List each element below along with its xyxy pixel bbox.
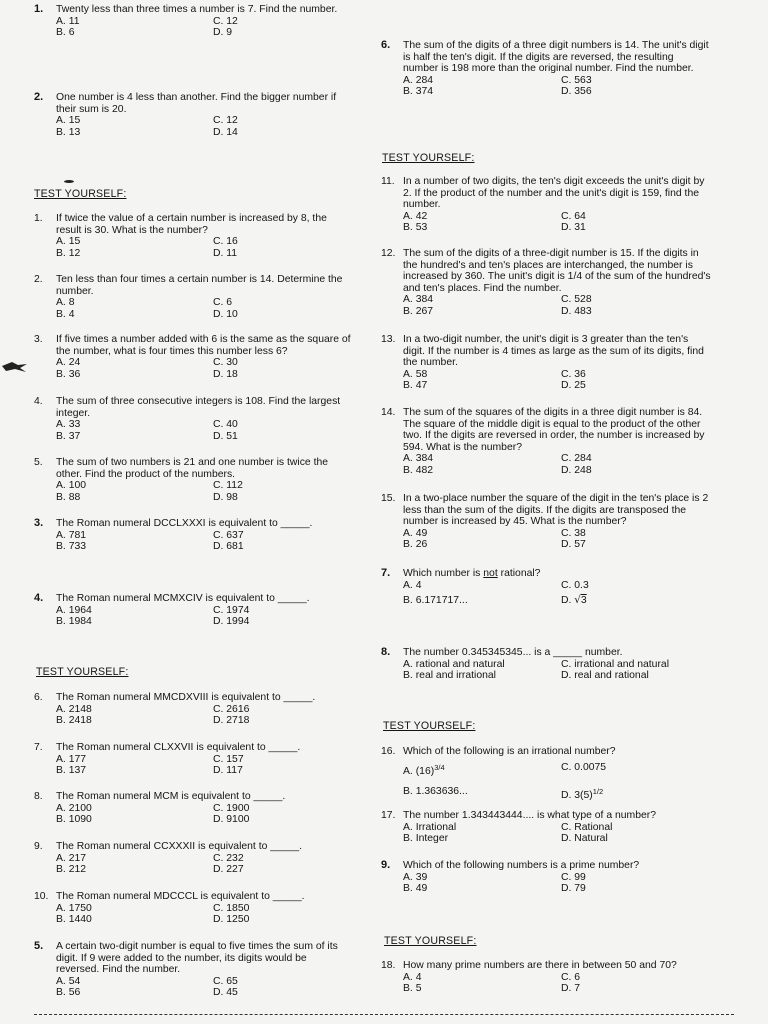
option-c: C. 157 [213,753,244,765]
question-number: 12. [381,248,396,259]
question-text: The sum of three consecutive integers is 108. Find the largest integer. [56,396,341,419]
option-c: C. 232 [213,852,244,864]
option-c: C. 36 [561,368,586,380]
option-a: A. 33 [56,419,81,431]
option-c: C. irrational and natural [561,658,670,670]
option-b: B. 137 [56,765,87,777]
option-a: A. 42 [403,210,428,222]
option-d: D. 10 [213,308,238,320]
option-a: A. 781 [56,529,87,541]
question-item [34,457,352,503]
question-number: 16. [381,746,396,757]
option-d: D. real and rational [561,670,649,682]
question-item [34,396,352,442]
question-text: Which of the following is an irrational number? [403,746,616,757]
section-heading-test-yourself: TEST YOURSELF: [383,720,476,732]
option-c: C. Rational [561,821,613,833]
section-heading-test-yourself: TEST YOURSELF: [36,666,129,678]
question-text: A certain two-digit number is equal to five times the sum of its digit. If 9 were added to the number, its digits would be reversed. Find the number. [56,941,338,976]
option-a: A. 4 [403,579,422,591]
question-item [381,568,711,607]
question-text: The sum of two numbers is 21 and one number is twice the other. Find the product of the numbers. [56,457,329,480]
option-b: B. 1984 [56,616,92,628]
option-b: B. 1.363636... [403,786,468,798]
option-d: D. 31 [561,222,586,234]
option-d: D. 25 [561,380,586,392]
question-number: 6. [34,692,43,703]
question-number: 15. [381,493,396,504]
option-b: B. 56 [56,987,81,999]
question-text: If twice the value of a certain number is increased by 8, the result is 30. What is the number? [56,213,327,236]
option-d: D. $3(5)^{1/2}$ [561,787,604,802]
option-c: C. 16 [213,236,238,248]
option-d: D. 356 [561,86,592,98]
option-a: A. 11 [56,15,80,27]
option-b: B. 4 [56,308,75,320]
option-b: B. 374 [403,86,434,98]
question-number: 1. [34,213,43,224]
option-d: D. √3 [561,594,587,607]
option-d: D. 79 [561,883,586,895]
option-c: C. 563 [561,74,592,86]
cut-line [34,1014,734,1015]
option-d: D. 11 [213,247,238,259]
question-item [34,791,352,826]
option-c: C. 64 [561,210,586,222]
question-number: 6. [381,39,391,51]
question-text: Which number is not rational? [403,568,541,579]
option-d: D. 2718 [213,715,250,727]
option-a: A. 1750 [56,902,92,914]
option-a: A. 15 [56,236,81,248]
option-d: D. 57 [561,539,586,551]
option-c: C. 112 [213,480,243,492]
question-number: 11. [381,176,395,187]
question-text: How many prime numbers are there in between 50 and 70? [403,960,677,971]
question-text: The Roman numeral MCMXCIV is equivalent to _____. [56,593,310,604]
question-item [34,593,352,628]
option-a: A. 54 [56,975,81,987]
option-d: D. 14 [213,126,238,138]
option-c: C. 6 [213,297,233,309]
question-text: The sum of the squares of the digits in a three digit number is 84. The square of the middle digit is equal to the product of the other two. If the digits are reversed in order, the number is increased by 594. What is the number? [403,407,705,453]
question-number: 8. [34,791,43,802]
option-b: B. 37 [56,430,81,442]
question-number: 4. [34,592,44,604]
question-item [34,4,352,39]
square-root-icon: √ [574,594,581,607]
question-text: In a two-digit number, the unit's digit is 3 greater than the ten's digit. If the number is 4 times as large as the sum of its digits, find the number. [403,334,704,369]
question-number: 7. [381,567,391,579]
question-number: 18. [381,960,396,971]
option-c: C. 528 [561,294,592,306]
option-a: A. 8 [56,297,75,309]
option-b: B. 212 [56,864,87,876]
option-d: D. 18 [213,368,238,380]
scan-smudge-icon [0,356,30,378]
question-text: The number 0.345345345... is a _____ number. [403,647,623,658]
option-a: A. 58 [403,368,428,380]
question-text: In a two-place number the square of the digit in the ten's place is 2 less than the sum of the digits. If the digits are transposed the number is increased by 45. What is the number? [403,493,709,528]
question-item [34,841,352,876]
option-b: B. 26 [403,539,428,551]
question-item [34,274,352,320]
question-number: 4. [34,396,43,407]
question-item [34,334,352,380]
question-text: The number 1.343443444.... is what type of a number? [403,810,656,821]
option-c: C. 40 [213,419,238,431]
question-item [381,493,711,551]
question-item [34,213,352,259]
option-b: B. 6 [56,27,75,39]
option-b: B. real and irrational [403,670,496,682]
option-a: A. 384 [403,294,434,306]
option-a: A. 2148 [56,703,92,715]
option-b: B. 36 [56,368,81,380]
option-b: B. 5 [403,983,422,995]
option-a: A. 39 [403,871,428,883]
question-item [34,518,352,553]
question-number: 2. [34,91,44,103]
question-number: 7. [34,742,43,753]
question-item [34,742,352,777]
option-a: A. 284 [403,74,434,86]
option-d: D. 227 [213,864,244,876]
option-a: A. 24 [56,357,81,369]
option-c: C. 284 [561,453,592,465]
option-a: A. $(16)^{3/4}$ [403,762,445,777]
question-number: 10. [34,891,49,902]
option-a: A. 217 [56,852,87,864]
option-b: B. 482 [403,464,434,476]
option-c: C. 1900 [213,802,250,814]
option-b: B. 13 [56,126,81,138]
option-c: C. 2616 [213,703,250,715]
option-c: C. 637 [213,529,244,541]
question-number: 1. [34,3,44,15]
option-d: D. 483 [561,305,592,317]
question-text: Twenty less than three times a number is 7. Find the number. [56,4,338,15]
option-a: A. 177 [56,753,87,765]
option-a: A. 1964 [56,604,92,616]
option-b: B. 47 [403,380,428,392]
question-text: In a number of two digits, the ten's digit exceeds the unit's digit by 2. If the product of the number and the unit's digit is 159, find the number. [403,176,705,211]
option-d: D. 1250 [213,914,250,926]
question-text: The Roman numeral MCM is equivalent to _____. [56,791,286,802]
option-c: C. 12 [213,115,238,127]
option-c: C. 0.3 [561,579,589,591]
option-a: A. Irrational [403,821,457,833]
option-d: D. 681 [213,541,244,553]
question-item [381,746,711,802]
question-text: The Roman numeral MMCDXVIII is equivalent to _____. [56,692,316,703]
question-item [381,176,711,234]
question-text: The sum of the digits of a three digit numbers is 14. The unit's digit is half the ten's digit. If the digits are reversed, the resulting number is 198 more than the original number. Find the number. [403,40,709,75]
question-item [34,891,352,926]
option-d: D. 98 [213,491,238,503]
question-number: 3. [34,334,43,345]
question-item [381,40,711,98]
question-number: 5. [34,457,43,468]
option-b: B. 53 [403,222,428,234]
option-c: C. 1974 [213,604,250,616]
option-d: D. 45 [213,987,238,999]
option-d: D. 1994 [213,616,250,628]
question-item [381,960,711,995]
option-b: B. 1440 [56,914,92,926]
question-text: If five times a number added with 6 is the same as the square of the number, what is four times this number less 6? [56,334,351,357]
option-a: A. 100 [56,480,87,492]
option-d: D. 9100 [213,814,250,826]
question-number: 14. [381,407,396,418]
option-c: C. 6 [561,971,581,983]
question-text: The Roman numeral CCXXXII is equivalent to _____. [56,841,303,852]
option-c: C. 12 [213,15,238,27]
option-a: A. 2100 [56,802,92,814]
option-b: B. 733 [56,541,87,553]
question-item [381,810,711,845]
question-text: The Roman numeral CLXXVII is equivalent to _____. [56,742,301,753]
question-text: Ten less than four times a certain number is 14. Determine the number. [56,274,343,297]
option-d: D. 51 [213,430,238,442]
option-d: D. 248 [561,464,592,476]
question-item [34,692,352,727]
question-text: One number is 4 less than another. Find the bigger number if their sum is 20. [56,92,337,115]
question-item [381,407,711,477]
option-c: C. 0.0075 [561,761,607,773]
question-item [34,941,352,999]
option-c: C. 65 [213,975,238,987]
option-c: C. 1850 [213,902,250,914]
option-d: D. 9 [213,27,233,39]
question-number: 9. [381,859,391,871]
option-a: A. 4 [403,971,422,983]
option-a: A. 15 [56,115,81,127]
option-d: D. 117 [213,765,243,777]
option-a: A. rational and natural [403,658,505,670]
question-text: The sum of the digits of a three-digit number is 15. If the digits in the hundred's and ten's places are interchanged, the number is increased by 360. The unit's digit is 1/4 of the sum of the hundred's and ten's places. Find the number. [403,248,711,294]
question-text: The Roman numeral MDCCCL is equivalent to _____. [56,891,305,902]
scan-speck [64,180,74,183]
option-d: D. 7 [561,983,581,995]
question-item [34,92,352,138]
option-a: A. 384 [403,453,434,465]
option-b: B. 6.171717... [403,595,468,607]
option-d: D. Natural [561,833,608,845]
question-number: 3. [34,517,44,529]
question-item [381,334,711,392]
option-b: B. 88 [56,491,81,503]
option-b: B. 1090 [56,814,92,826]
question-text: Which of the following numbers is a prime number? [403,860,640,871]
option-b: B. 2418 [56,715,92,727]
section-heading-test-yourself: TEST YOURSELF: [34,188,127,200]
question-number: 17. [381,810,396,821]
section-heading-test-yourself: TEST YOURSELF: [384,935,477,947]
question-item [381,860,711,895]
option-b: B. 267 [403,305,434,317]
question-item [381,248,711,318]
question-number: 5. [34,940,44,952]
question-number: 9. [34,841,43,852]
section-heading-test-yourself: TEST YOURSELF: [382,152,475,164]
question-item [381,647,711,682]
option-a: A. 49 [403,527,428,539]
question-number: 2. [34,274,43,285]
option-c: C. 30 [213,357,238,369]
question-text: The Roman numeral DCCLXXXI is equivalent to _____. [56,518,313,529]
question-number: 8. [381,646,391,658]
question-number: 13. [381,334,396,345]
option-b: B. 12 [56,247,81,259]
option-c: C. 38 [561,527,586,539]
option-b: B. Integer [403,833,449,845]
option-b: B. 49 [403,883,428,895]
option-c: C. 99 [561,871,586,883]
